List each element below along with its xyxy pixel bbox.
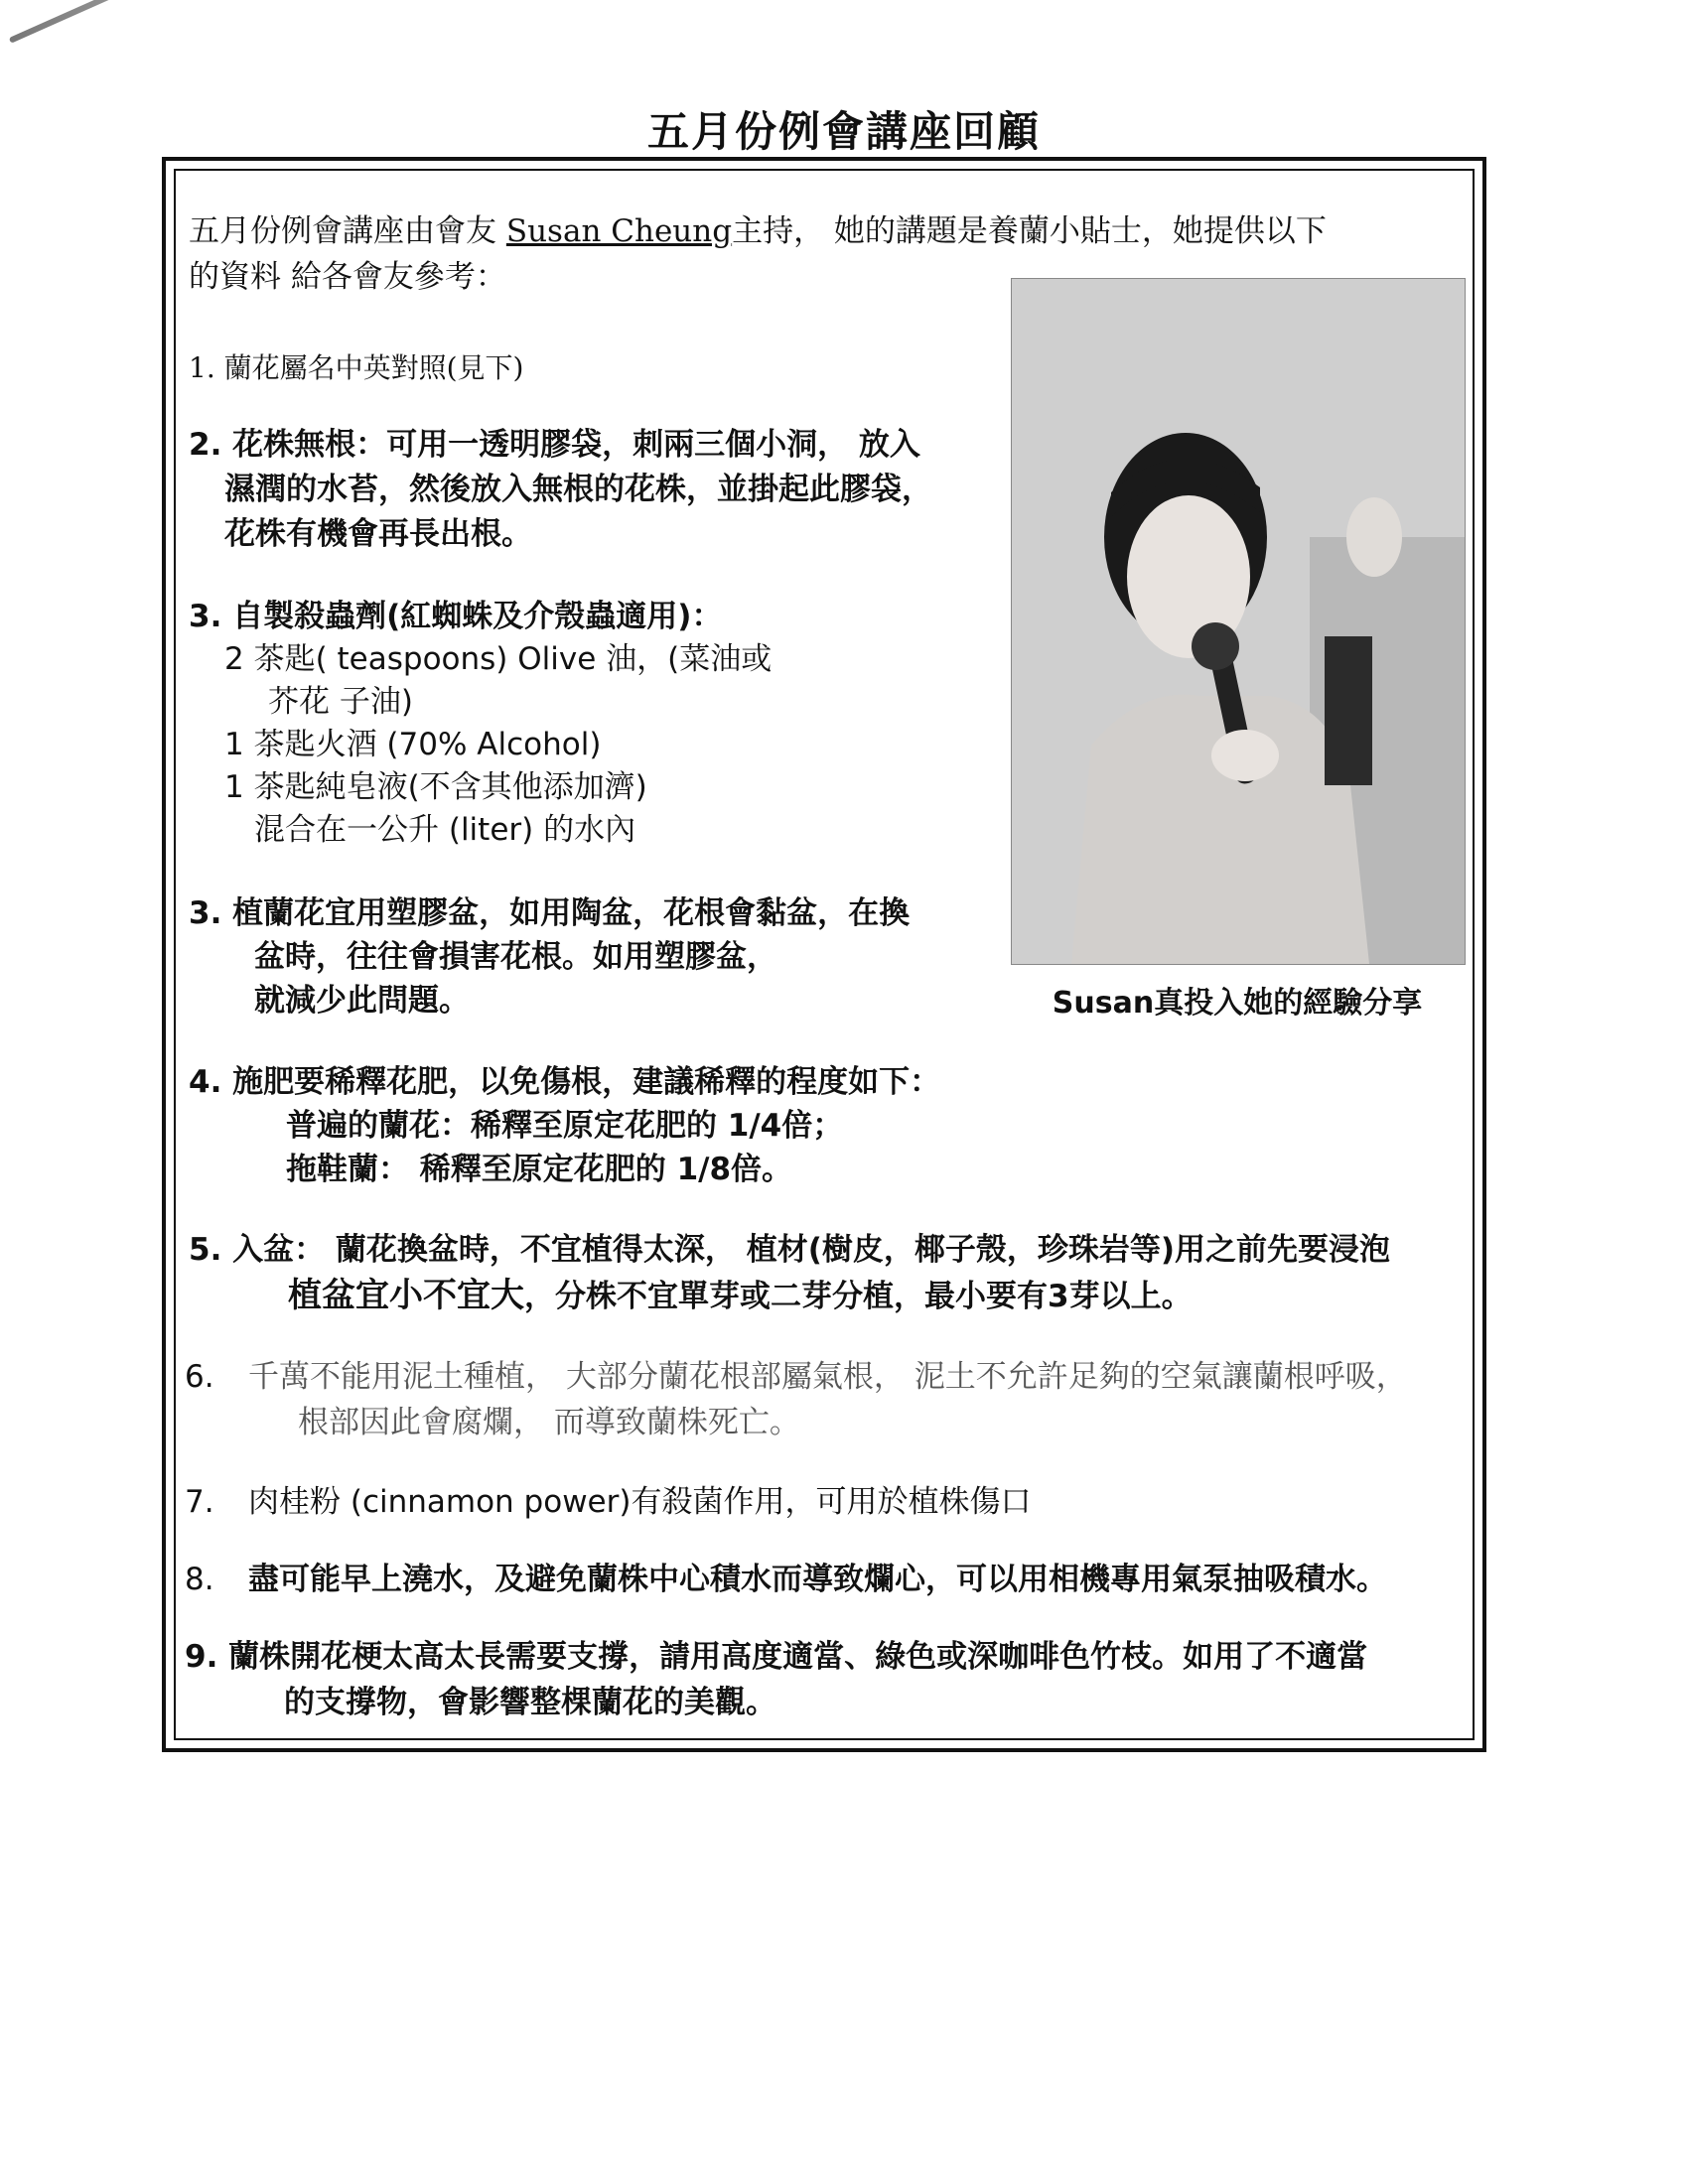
scan-artifact: [9, 0, 220, 44]
item-6-line-2: 根部因此會腐爛， 而導致蘭株死亡。: [298, 1405, 800, 1440]
item-7-text: 肉桂粉 (cinnamon power)有殺菌作用，可用於植株傷口: [248, 1484, 1032, 1520]
item-4-line-2: 普遍的蘭花：稀釋至原定花肥的 1/4倍；: [286, 1108, 844, 1144]
item-3-line-3: 芥花 子油): [268, 684, 413, 720]
microphone-head: [1192, 622, 1239, 670]
item-9-line-1: 9. 蘭株開花梗太高太長需要支撐，請用高度適當、綠色或深咖啡色竹枝。如用了不適當: [185, 1639, 1368, 1675]
raised-hand: [1346, 497, 1402, 577]
speaker-hand: [1211, 730, 1279, 781]
orchid-roots-bag: [1325, 636, 1372, 785]
photo-caption: Susan真投入她的經驗分享: [1052, 986, 1423, 1021]
item-7-number: 7.: [185, 1484, 214, 1520]
item-3b-line-1: 3. 植蘭花宜用塑膠盆，如用陶盆，花根會黏盆，在換: [189, 895, 911, 931]
item-2-line-1: 2. 花株無根：可用一透明膠袋，刺兩三個小洞， 放入: [189, 427, 920, 463]
intro-line-2: 的資料 給各會友參考：: [189, 259, 506, 295]
host-name: Susan Cheung: [505, 213, 733, 249]
item-3-line-1: 3. 自製殺蟲劑(紅蜘蛛及介殼蟲適用)：: [189, 599, 723, 634]
item-5-line-1: 5. 入盆： 蘭花換盆時，不宜植得太深， 植材(樹皮，椰子殼，珍珠岩等)用之前先要浸泡: [189, 1232, 1391, 1268]
item-4-line-3: 拖鞋蘭： 稀釋至原定花肥的 1/8倍。: [286, 1152, 793, 1187]
speaker-photo-illustration: [1012, 279, 1465, 964]
item-3-line-2: 2 茶匙( teaspoons) Olive 油，(菜油或: [224, 641, 773, 677]
item-3b-line-2: 盆時，往往會損害花根。如用塑膠盆，: [254, 939, 777, 975]
intro-line-1: 五月份例會講座由會友 Susan Cheung主持， 她的講題是養蘭小貼士，她提供以下: [189, 213, 1327, 249]
item-3-line-4: 1 茶匙火酒 (70% Alcohol): [224, 727, 602, 762]
item-1: 1. 蘭花屬名中英對照(見下): [189, 351, 524, 384]
item-3-line-6: 混合在一公升 (liter) 的水內: [254, 812, 636, 848]
item-4-line-1: 4. 施肥要稀釋花肥，以免傷根，建議稀釋的程度如下：: [189, 1064, 941, 1100]
speaker-photo: [1011, 278, 1466, 965]
item-3b-line-3: 就減少此問題。: [254, 983, 470, 1019]
item-8-text: 盡可能早上澆水，及避免蘭株中心積水而導致爛心，可以用相機專用氣泵抽吸積水。: [248, 1562, 1387, 1597]
item-2-line-2: 濕潤的水苔，然後放入無根的花株，並掛起此膠袋，: [224, 472, 932, 507]
item-5-emphasis: 植盆宜小不宜大: [288, 1276, 524, 1315]
item-5-line-2: 植盆宜小不宜大，分株不宜單芽或二芽分植，最小要有3芽以上。: [288, 1276, 1193, 1315]
item-6-line-1: 千萬不能用泥土種植， 大部分蘭花根部屬氣根， 泥土不允許足夠的空氣讓蘭根呼吸，: [248, 1359, 1407, 1395]
item-3-line-5: 1 茶匙純皂液(不含其他添加濟): [224, 769, 647, 805]
item-8-number: 8.: [185, 1562, 214, 1597]
item-2-line-3: 花株有機會再長出根。: [224, 516, 532, 552]
item-9-line-2: 的支撐物，會影響整棵蘭花的美觀。: [284, 1685, 776, 1720]
item-6-number: 6.: [185, 1359, 214, 1395]
page-title: 五月份例會講座回顧: [646, 107, 1041, 156]
